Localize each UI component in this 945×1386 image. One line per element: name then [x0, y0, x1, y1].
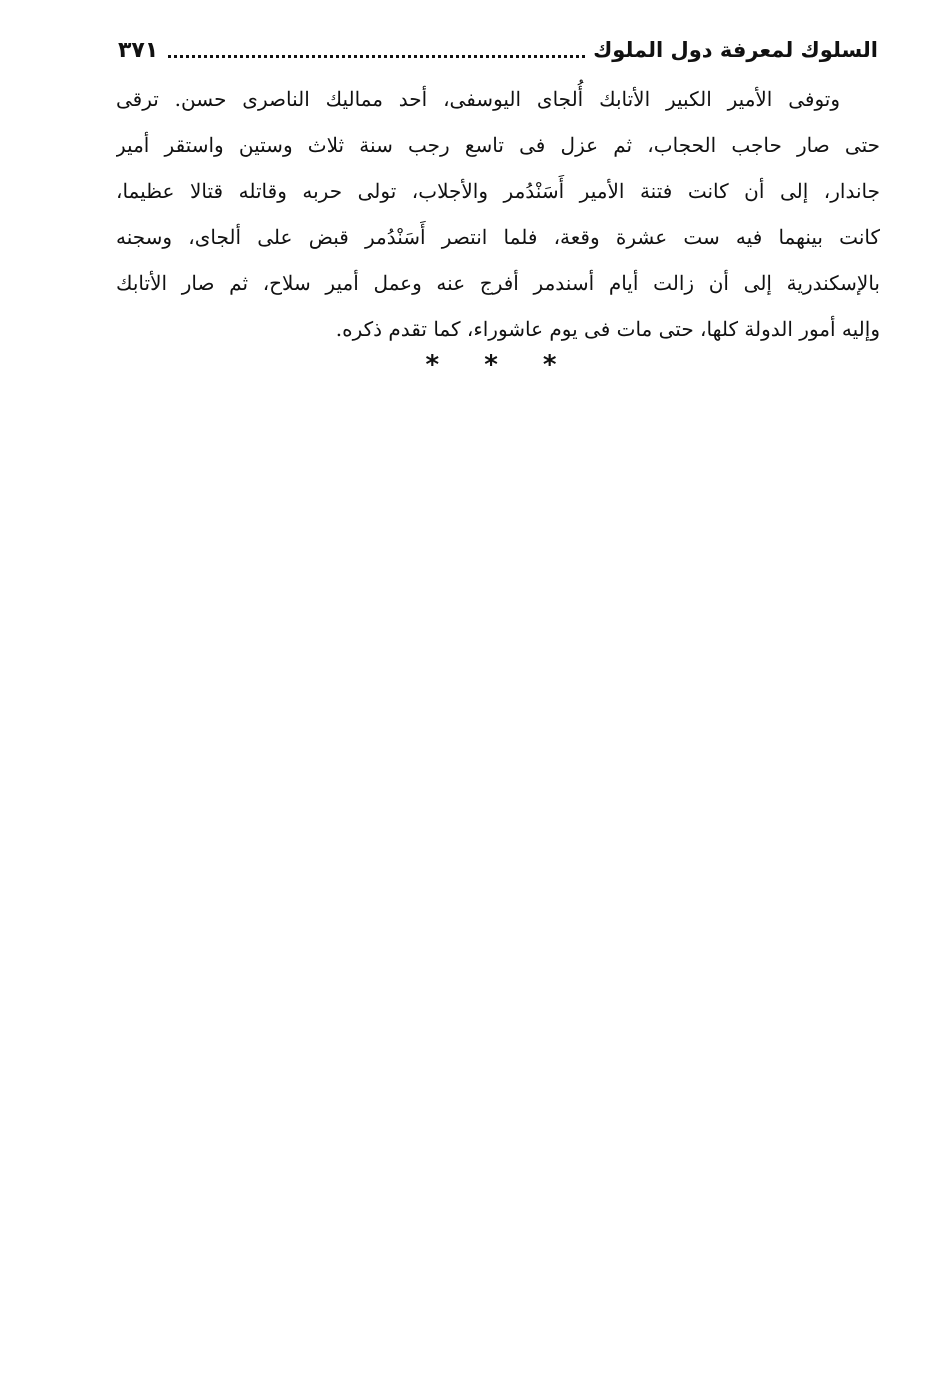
- text-line: حتى صار حاجب الحجاب، ثم عزل فى تاسع رجب سنة ثلاث وستين واستقر أمير: [116, 133, 880, 157]
- text-line: وتوفى الأمير الكبير الأتابك أُلجاى اليوسفى، أحد مماليك الناصرى حسن. ترقى: [116, 87, 840, 111]
- body-paragraph: [116, 76, 880, 352]
- running-header: [118, 28, 878, 72]
- text-line: كانت بينهما فيه ست عشرة وقعة، فلما انتصر أَسَنْدُمر قبض على ألجاى، وسجنه: [116, 225, 880, 249]
- section-separator: * * *: [425, 350, 575, 380]
- text-line: جاندار، إلى أن كانت فتنة الأمير أَسَنْدُمر والأجلاب، تولى حربه وقاتله قتالا عظيما،: [116, 179, 880, 203]
- page-number: ٣٧١: [118, 37, 159, 63]
- text-line: وإليه أمور الدولة كلها، حتى مات فى يوم عاشوراء، كما تقدم ذكره.: [335, 317, 880, 341]
- leader-dots: [168, 55, 585, 58]
- book-title: السلوك لمعرفة دول الملوك: [593, 38, 878, 62]
- text-line: بالإسكندرية إلى أن زالت أيام أسندمر أفرج عنه وعمل أمير سلاح، ثم صار الأتابك: [116, 271, 880, 295]
